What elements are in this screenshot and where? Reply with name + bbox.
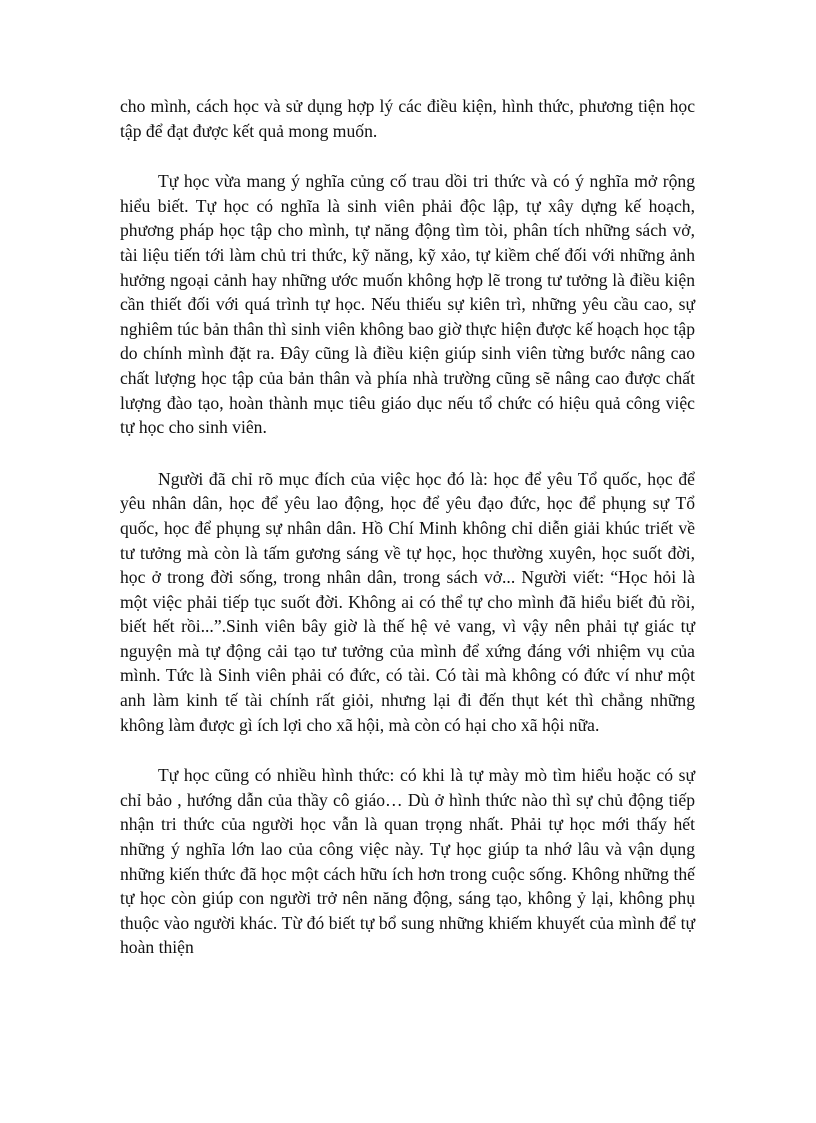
paragraph-forms-of-self-study: Tự học cũng có nhiều hình thức: có khi là tự mày mò tìm hiểu hoặc có sự chỉ bảo , hướng dẫn của thầy cô giáo… Dù ở hình thức nào thì sự chủ động tiếp nhận tri thức của người học vẫn là quan trọng nhất. Phải tự học mới thấy hết những ý nghĩa lớn lao của công việc này. Tự học giúp ta nhớ lâu và vận dụng những kiến thức đã học một cách hữu ích hơn trong cuộc sống. Không những thế tự học còn giúp con người trở nên năng động, sáng tạo, không ỷ lại, không phụ thuộc vào người khác. Từ đó biết tự bổ sung những khiếm khuyết của mình để tự hoàn thiện [120,765,695,958]
paragraph-continuation: cho mình, cách học và sử dụng hợp lý các điều kiện, hình thức, phương tiện học tập để đạt được kết quả mong muốn. [120,96,695,141]
paragraph-purpose-of-learning: Người đã chỉ rõ mục đích của việc học đó là: học để yêu Tổ quốc, học để yêu nhân dân, học để yêu lao động, học để yêu đạo đức, học để phụng sự Tổ quốc, học để phụng sự nhân dân. Hồ Chí Minh không chỉ diễn giải khúc triết về tư tưởng mà còn là tấm gương sáng về tự học, học thường xuyên, học suốt đời, học ở trong đời sống, trong nhân dân, trong sách vở... Người viết: “Học hỏi là một việc phải tiếp tục suốt đời. Không ai có thể tự cho mình đã hiểu biết đủ rồi, biết hết rồi...”.Sinh viên bây giờ là thế hệ vẻ vang, vì vậy nên phải tự giác tự nguyện mà tự động cải tạo tư tưởng của mình để xứng đáng với nhiệm vụ của mình. Tức là Sinh viên phải có đức, có tài. Có tài mà không có đức ví như một anh làm kinh tế tài chính rất giỏi, nhưng lại đi đến thụt két thì chẳng những không làm được gì ích lợi cho xã hội, mà còn có hại cho xã hội nữa. [120,468,695,735]
document-page [120,94,695,960]
paragraph-self-study-meaning: Tự học vừa mang ý nghĩa củng cố trau dồi tri thức và có ý nghĩa mở rộng hiểu biết. Tự học có nghĩa là sinh viên phải độc lập, tự xây dựng kế hoạch, phương pháp học tập cho mình, tự năng động tìm tòi, phân tích những sách vở, tài liệu tiến tới làm chủ tri thức, kỹ năng, kỹ xảo, tự kiềm chế đối với những ảnh hưởng ngoại cảnh hay những ước muốn không hợp lẽ trong tư tưởng là điều kiện cần thiết đối với quá trình tự học. Nếu thiếu sự kiên trì, những yêu cầu cao, sự nghiêm túc bản thân thì sinh viên không bao giờ thực hiện được kế hoạch học tập do chính mình đặt ra. Đây cũng là điều kiện giúp sinh viên từng bước nâng cao chất lượng học tập của bản thân và phía nhà trường cũng sẽ nâng cao được chất lượng đào tạo, hoàn thành mục tiêu giáo dục nếu tổ chức có hiệu quả công việc tự học cho sinh viên. [120,171,695,438]
